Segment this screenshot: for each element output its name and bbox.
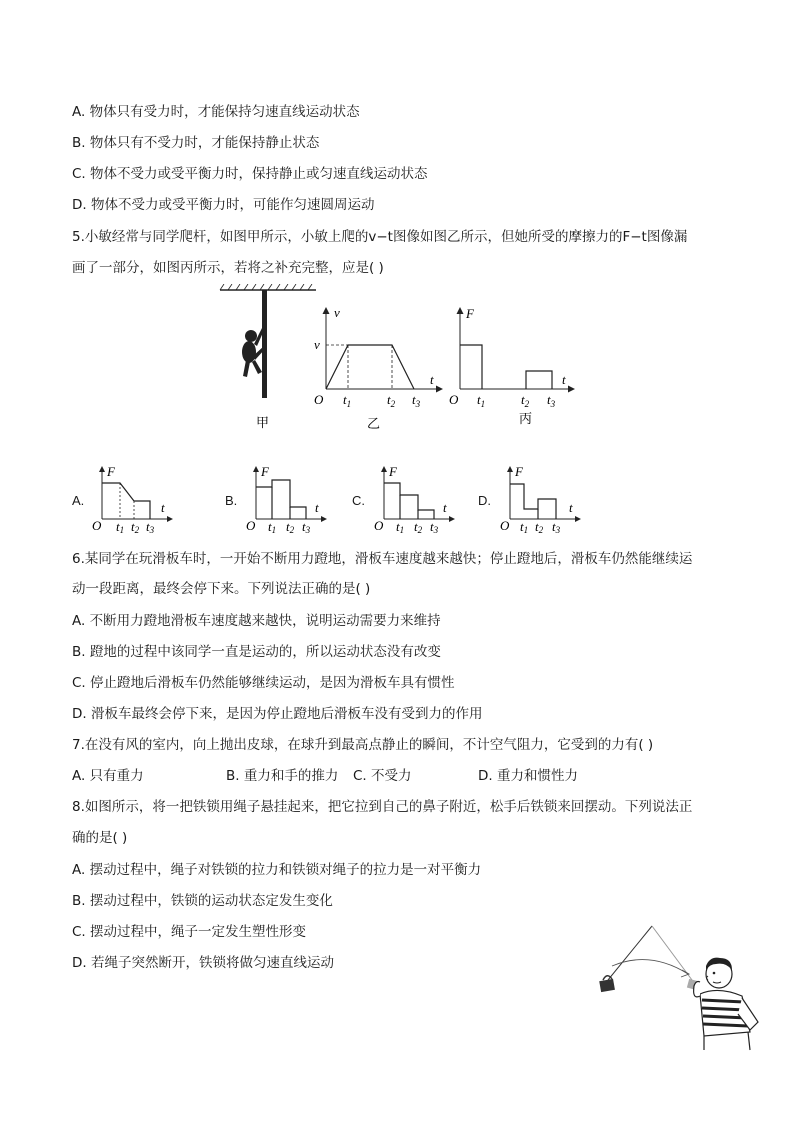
svg-text:O: O <box>246 518 256 533</box>
tick-t3: $t_3$ <box>412 392 421 409</box>
tick-t3: $t_3$ <box>547 392 556 409</box>
q5-option-a-graph <box>90 462 176 536</box>
q6-option-c: C. 停止蹬地后滑板车仍然能够继续运动，是因为滑板车具有惯性 <box>72 675 455 691</box>
q6-option-d: D. 滑板车最终会停下来，是因为停止蹬地后滑板车没有受到力的作用 <box>72 706 483 722</box>
tick-t1: $t_1$ <box>477 392 486 409</box>
q7-stem: 7.在没有风的室内，向上抛出皮球，在球升到最高点静止的瞬间，不计空气阻力，它受到的力有( ) <box>72 737 654 753</box>
q5-option-d-graph <box>498 462 584 536</box>
svg-text:t3: t3 <box>146 519 155 535</box>
svg-text:O: O <box>92 518 102 533</box>
axis-t: t <box>430 372 434 387</box>
svg-text:t2: t2 <box>414 519 423 535</box>
tick-v: v <box>314 337 320 352</box>
q7-option-c: C. 不受力 <box>353 768 412 784</box>
climber-illustration <box>218 284 318 434</box>
q7-option-d: D. 重力和惯性力 <box>478 768 578 784</box>
axis-t: t <box>562 372 566 387</box>
q8-option-d: D. 若绳子突然断开，铁锁将做匀速直线运动 <box>72 955 334 971</box>
figure-yi-vt-graph <box>310 300 445 440</box>
svg-text:t1: t1 <box>396 519 405 535</box>
label-jia: 甲 <box>256 416 270 431</box>
pendulum-lock-illustration <box>592 922 767 1057</box>
q6-option-a: A. 不断用力蹬地滑板车速度越来越快，说明运动需要力来维持 <box>72 613 441 629</box>
svg-text:F: F <box>389 464 397 479</box>
svg-text:F: F <box>261 464 269 479</box>
label-yi: 乙 <box>367 417 381 432</box>
q5-option-d-label: D. <box>478 493 491 508</box>
q6-stem-line1: 6.某同学在玩滑板车时，一开始不断用力蹬地，滑板车速度越来越快；停止蹬地后，滑板车仍然能继续运 <box>72 551 693 567</box>
q7-option-a: A. 只有重力 <box>72 768 144 784</box>
svg-text:t: t <box>315 500 319 515</box>
svg-text:t2: t2 <box>131 519 140 535</box>
svg-text:t2: t2 <box>535 519 544 535</box>
svg-text:t: t <box>161 500 165 515</box>
svg-text:F: F <box>515 464 523 479</box>
q5-option-c-label: C. <box>352 493 365 508</box>
q6-stem-line2: 动一段距离，最终会停下来。下列说法正确的是( ) <box>72 581 371 597</box>
svg-text:t2: t2 <box>286 519 295 535</box>
svg-text:t: t <box>443 500 447 515</box>
figure-jia <box>218 284 318 434</box>
q4-option-c: C. 物体不受力或受平衡力时，保持静止或匀速直线运动状态 <box>72 166 428 182</box>
tick-t1: $t_1$ <box>343 392 352 409</box>
person-figure <box>694 958 758 1050</box>
tick-t2: $t_2$ <box>387 392 396 409</box>
q5-option-b-graph <box>244 462 330 536</box>
svg-text:t1: t1 <box>116 519 125 535</box>
q5-stem-line2: 画了一部分，如图丙所示，若将之补充完整，应是( ) <box>72 260 384 276</box>
svg-text:t3: t3 <box>302 519 311 535</box>
svg-text:O: O <box>500 518 510 533</box>
q8-stem-line1: 8.如图所示，将一把铁锁用绳子悬挂起来，把它拉到自己的鼻子附近，松手后铁锁来回摆动。下列说法正 <box>72 799 693 815</box>
q4-option-d: D. 物体不受力或受平衡力时，可能作匀速圆周运动 <box>72 197 375 213</box>
q5-stem-line1: 5.小敏经常与同学爬杆，如图甲所示，小敏上爬的v−t图像如图乙所示，但她所受的摩擦力的F−t图像漏 <box>72 229 688 245</box>
label-bing: 丙 <box>519 412 533 427</box>
svg-text:t3: t3 <box>552 519 561 535</box>
q7-option-b: B. 重力和手的推力 <box>226 768 339 784</box>
origin-o: O <box>314 392 324 407</box>
svg-text:t: t <box>569 500 573 515</box>
q5-option-c-graph <box>372 462 458 536</box>
axis-f: F <box>466 306 474 321</box>
svg-text:O: O <box>374 518 384 533</box>
q4-option-a: A. 物体只有受力时，才能保持匀速直线运动状态 <box>72 104 360 120</box>
axis-v: v <box>334 305 340 320</box>
q6-option-b: B. 蹬地的过程中该同学一直是运动的，所以运动状态没有改变 <box>72 644 441 660</box>
q8-stem-line2: 确的是( ) <box>72 830 128 846</box>
q8-option-c: C. 摆动过程中，绳子一定发生塑性形变 <box>72 924 307 940</box>
q5-option-a-label: A. <box>72 493 85 508</box>
origin-o: O <box>449 392 459 407</box>
q8-option-b: B. 摆动过程中，铁锁的运动状态定发生变化 <box>72 893 333 909</box>
svg-text:F: F <box>107 464 115 479</box>
svg-text:t3: t3 <box>430 519 439 535</box>
q5-option-b-label: B. <box>225 493 238 508</box>
svg-text:t1: t1 <box>268 519 277 535</box>
q8-option-a: A. 摆动过程中，绳子对铁锁的拉力和铁锁对绳子的拉力是一对平衡力 <box>72 862 482 878</box>
figure-bing-ft-graph <box>446 300 581 435</box>
svg-text:t1: t1 <box>520 519 529 535</box>
q4-option-b: B. 物体只有不受力时，才能保持静止状态 <box>72 135 320 151</box>
tick-t2: $t_2$ <box>521 392 530 409</box>
